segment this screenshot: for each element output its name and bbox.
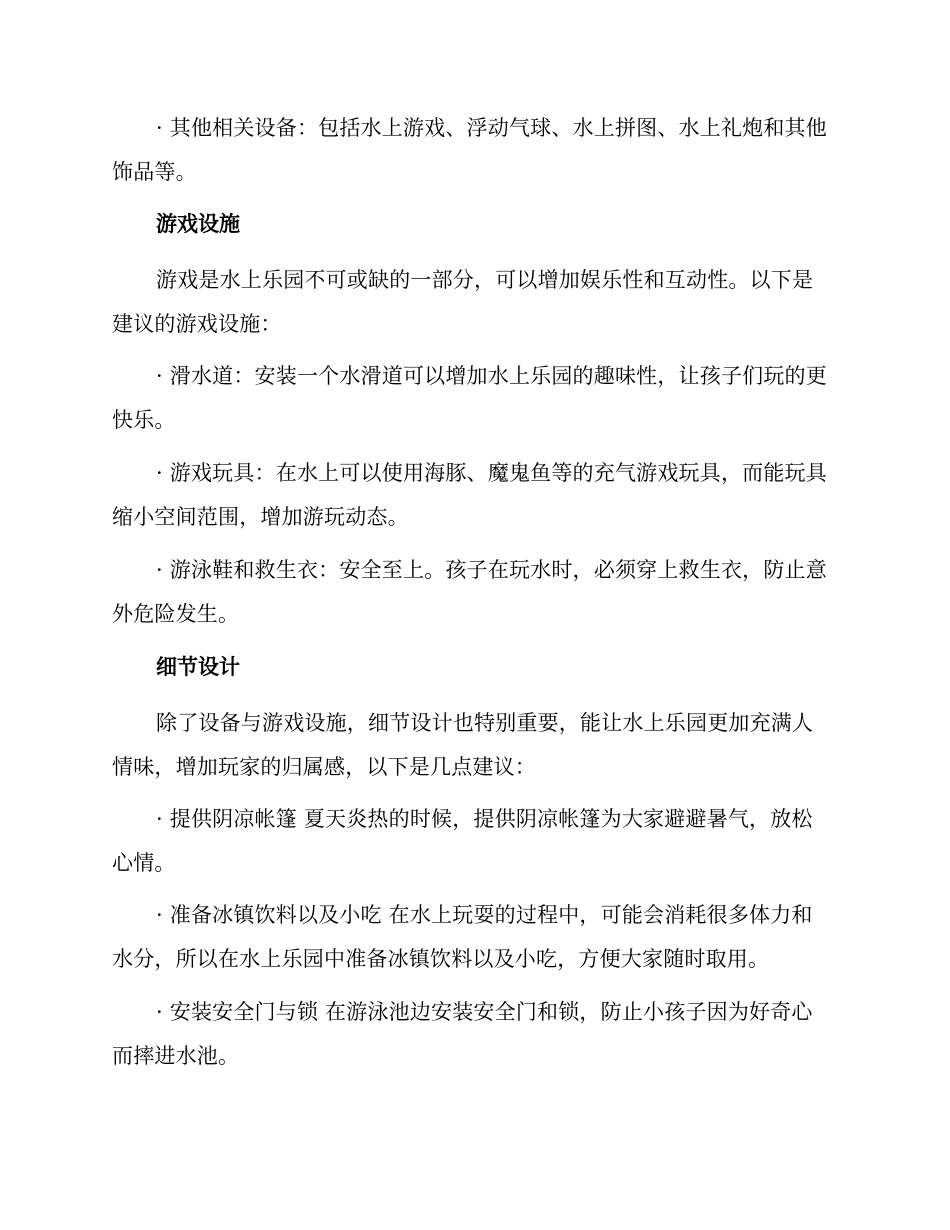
paragraph-game-toys: · 游戏玩具：在水上可以使用海豚、魔鬼鱼等的充气游戏玩具，而能玩具缩小空间范围，增加游玩动态。 [112, 461, 827, 529]
paragraph-other-equipment: · 其他相关设备：包括水上游戏、浮动气球、水上拼图、水上礼炮和其他饰品等。 [112, 116, 827, 184]
paragraph-cold-drinks-snacks: · 准备冰镇饮料以及小吃 在水上玩耍的过程中，可能会消耗很多体力和水分，所以在水上乐园中准备冰镇饮料以及小吃，方便大家随时取用。 [112, 903, 813, 971]
paragraph-safety-gate-lock: · 安装安全门与锁 在游泳池边安装安全门和锁，防止小孩子因为好奇心而摔进水池。 [112, 1000, 813, 1068]
paragraph-details-intro: 除了设备与游戏设施，细节设计也特别重要，能让水上乐园更加充满人情味，增加玩家的归属感，以下是几点建议： [112, 711, 814, 779]
paragraph-games-intro: 游戏是水上乐园不可或缺的一部分，可以增加娱乐性和互动性。以下是建议的游戏设施： [112, 268, 814, 336]
section-heading-game-facilities: 游戏设施 [156, 212, 240, 236]
section-heading-detail-design: 细节设计 [156, 655, 240, 679]
paragraph-shade-tents: · 提供阴凉帐篷 夏天炎热的时候，提供阴凉帐篷为大家避避暑气，放松心情。 [112, 807, 813, 875]
paragraph-water-slide: · 滑水道：安装一个水滑道可以增加水上乐园的趣味性，让孩子们玩的更快乐。 [112, 364, 827, 432]
paragraph-swim-shoes-life-jacket: · 游泳鞋和救生衣：安全至上。孩子在玩水时，必须穿上救生衣，防止意外危险发生。 [112, 558, 827, 626]
